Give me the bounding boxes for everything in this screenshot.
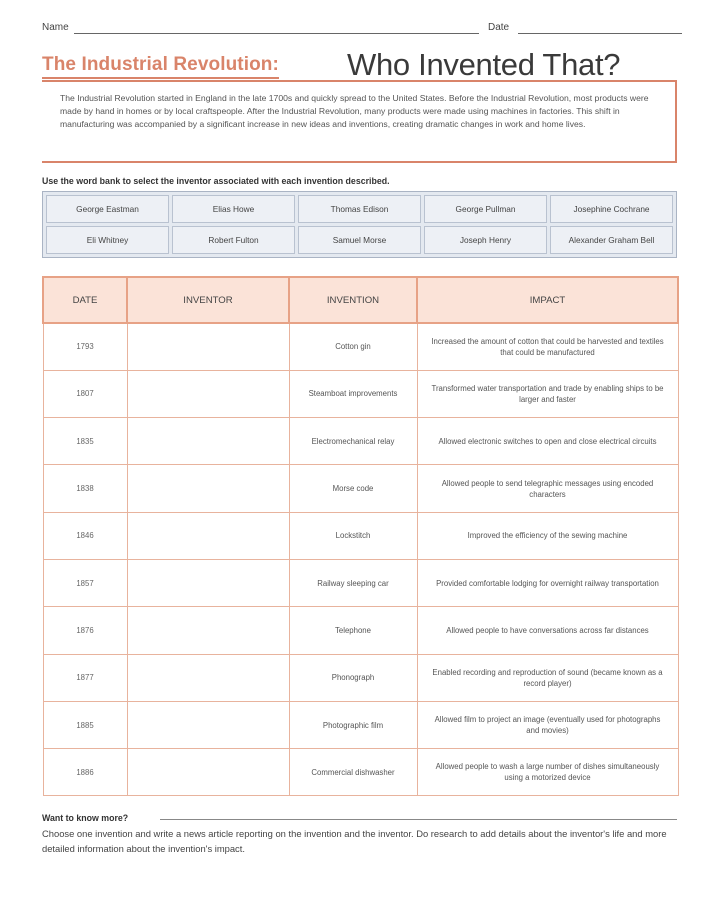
inventor-answer-cell[interactable] [127,701,289,748]
table-row [43,749,678,796]
word-bank-item[interactable]: Thomas Edison [298,195,421,223]
inventor-answer-cell[interactable] [127,323,289,370]
table-row [43,465,678,512]
header-date: DATE [43,277,127,323]
impact-cell: Allowed people to send telegraphic messages using encoded characters [417,465,678,512]
invention-cell: Railway sleeping car [289,559,417,606]
divider [160,819,677,820]
inventions-table [42,276,679,796]
date-cell: 1886 [43,749,127,796]
invention-cell: Telephone [289,607,417,654]
name-field[interactable] [74,33,479,34]
invention-cell: Electromechanical relay [289,418,417,465]
table-row [43,418,678,465]
table-row [43,654,678,701]
table-row [43,512,678,559]
invention-cell: Commercial dishwasher [289,749,417,796]
date-label: Date [488,22,510,33]
table-row [43,607,678,654]
invention-cell: Steamboat improvements [289,370,417,417]
more-section-header [42,813,677,825]
inventor-answer-cell[interactable] [127,370,289,417]
more-text: Choose one invention and write a news article reporting on the invention and the inventor. Do research to add details about the inventor's life and more detailed information about the invention's impact. [42,828,667,854]
name-label: Name [42,22,69,33]
impact-cell: Enabled recording and reproduction of sound (became known as a record player) [417,654,678,701]
name-date-row [42,22,682,38]
table-row [43,559,678,606]
table-row [43,323,678,370]
word-bank-item[interactable]: Robert Fulton [172,226,295,254]
table-row [43,370,678,417]
inventor-answer-cell[interactable] [127,465,289,512]
inventor-answer-cell[interactable] [127,418,289,465]
impact-cell: Allowed electronic switches to open and close electrical circuits [417,418,678,465]
word-bank-item[interactable]: Eli Whitney [46,226,169,254]
table-header-row [43,277,678,323]
date-cell: 1793 [43,323,127,370]
table-row [43,701,678,748]
date-cell: 1877 [43,654,127,701]
invention-cell: Morse code [289,465,417,512]
date-cell: 1835 [43,418,127,465]
word-bank-item[interactable]: Josephine Cochrane [550,195,673,223]
date-field[interactable] [518,33,682,34]
invention-cell: Lockstitch [289,512,417,559]
date-cell: 1838 [43,465,127,512]
inventor-answer-cell[interactable] [127,607,289,654]
title-subject: The Industrial Revolution: [42,54,279,75]
header-inventor: INVENTOR [127,277,289,323]
date-cell: 1807 [43,370,127,417]
word-bank-item[interactable]: Joseph Henry [424,226,547,254]
word-bank-item[interactable]: George Pullman [424,195,547,223]
inventor-answer-cell[interactable] [127,559,289,606]
inventor-answer-cell[interactable] [127,654,289,701]
word-bank [42,191,677,258]
instruction-text: Use the word bank to select the inventor associated with each invention described. [42,176,390,186]
date-cell: 1846 [43,512,127,559]
impact-cell: Provided comfortable lodging for overnight railway transportation [417,559,678,606]
word-bank-item[interactable]: Samuel Morse [298,226,421,254]
impact-cell: Transformed water transportation and trade by enabling ships to be larger and faster [417,370,678,417]
word-bank-item[interactable]: Alexander Graham Bell [550,226,673,254]
word-bank-item[interactable]: George Eastman [46,195,169,223]
impact-cell: Allowed film to project an image (eventually used for photographs and movies) [417,701,678,748]
word-bank-item[interactable]: Elias Howe [172,195,295,223]
invention-cell: Photographic film [289,701,417,748]
invention-cell: Phonograph [289,654,417,701]
date-cell: 1857 [43,559,127,606]
more-title: Want to know more? [42,813,129,823]
impact-cell: Improved the efficiency of the sewing machine [417,512,678,559]
intro-paragraph: The Industrial Revolution started in England in the late 1700s and quickly spread to the United States. Before the Industrial Revolution, most products were made by hand in homes or by local craftspeople. After the Industrial Revolution, many products were made using machines in factories. This shift in manufacturing was accompanied by a significant increase in new ideas and inventions, creating dramatic changes in work and home lives. [42,80,677,163]
inventor-answer-cell[interactable] [127,512,289,559]
inventor-answer-cell[interactable] [127,749,289,796]
invention-cell: Cotton gin [289,323,417,370]
header-invention: INVENTION [289,277,417,323]
impact-cell: Allowed people to wash a large number of dishes simultaneously using a motorized device [417,749,678,796]
title-question: Who Invented That? [347,47,621,82]
impact-cell: Increased the amount of cotton that could be harvested and textiles that could be manufactured [417,323,678,370]
impact-cell: Allowed people to have conversations across far distances [417,607,678,654]
date-cell: 1876 [43,607,127,654]
header-impact: IMPACT [417,277,678,323]
date-cell: 1885 [43,701,127,748]
